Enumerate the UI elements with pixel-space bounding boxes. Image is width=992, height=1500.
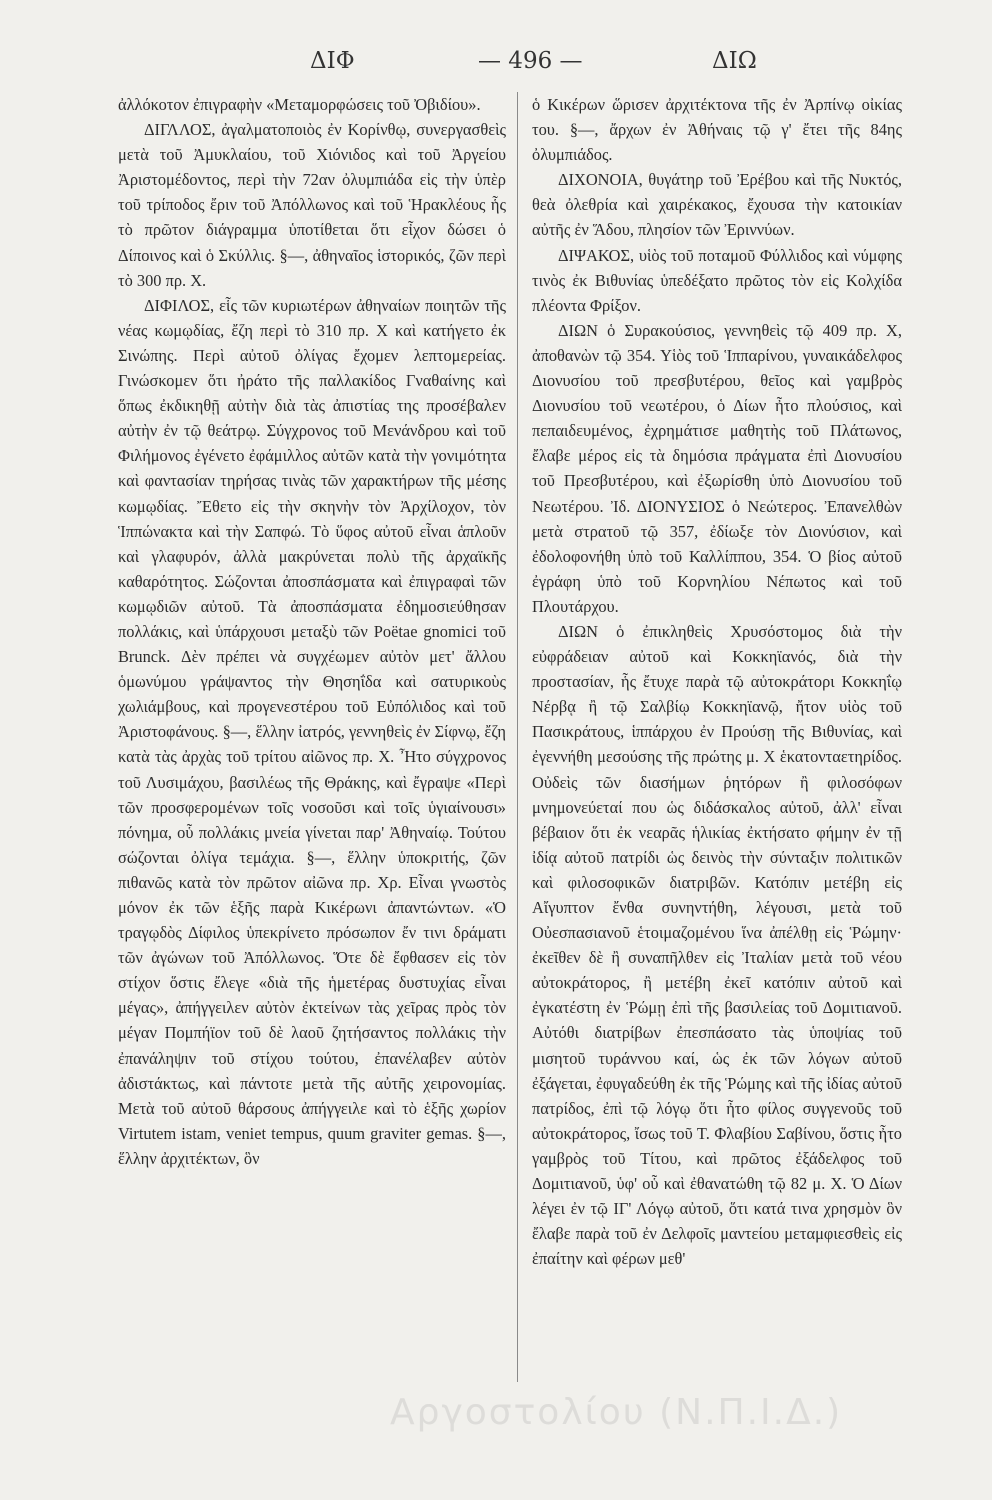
page-number: — 496 — — [478, 48, 583, 74]
page-header — [0, 48, 992, 88]
column-divider — [517, 92, 518, 1382]
paragraph: ΔΙΧΟΝΟΙΑ, θυγάτηρ τοῦ Ἐρέβου καὶ τῆς Νυκτός, θεὰ ὀλεθρία καὶ χαιρέκακος, ἔχουσα τὴν κατοικίαν αὐτῆς ἐν Ἅδου, πλησίον τῶν Ἐριννύων. — [532, 170, 902, 240]
left-column — [118, 92, 506, 1171]
paragraph: ΔΙΓΛΛΟΣ, ἀγαλματοποιὸς ἐν Κορίνθῳ, συνεργασθεὶς μετὰ τοῦ Ἀμυκλαίου, τοῦ Χιόνιδος καὶ τοῦ Ἀργείου Ἀριστομέδοντος, περὶ τὴν 72αν ὀλυμπιάδα εἰς τὴν ὑπὲρ τοῦ τρίποδος ἔριν τοῦ Ἀπόλλωνος καὶ τοῦ Ἡρακλέους ἧς τὸ πρῶτον διάγραμμα ὑποτίθεται ὅτι εἶχον δώσει ὁ Δίποινος καὶ ὁ Σκύλλις. §—, ἀθηναῖος ἱστορικός, ζῶν περὶ τὸ 300 πρ. Χ. — [118, 120, 506, 290]
paragraph: ΔΙΨΑΚΟΣ, υἱὸς τοῦ ποταμοῦ Φύλλιδος καὶ νύμφης τινὸς ἐκ Βιθυνίας ὑπεδέξατο πρῶτος τὸν εἰς Κολχίδα πλέοντα Φρίξον. — [532, 245, 902, 315]
paragraph: ΔΙΩΝ ὁ ἐπικληθεὶς Χρυσόστομος διὰ τὴν εὐφράδειαν αὐτοῦ καὶ Κοκκηϊανός, διὰ τὴν προστασίαν, ἧς ἔτυχε παρὰ τῷ αὐτοκράτορι Κοκκηΐῳ Νέρβᾳ ἢ τῷ Σαλβίῳ Κοκκηϊανῷ, ἤτον υἱὸς τοῦ Πασικράτους, ἱππάρχου ἐν Προύσῃ τῆς Βιθυνίας, καὶ ἐγεννήθη μεσούσης τῆς πρώτης μ. Χ ἑκατονταετηρίδος. Οὐδεὶς τῶν διασήμων ῥητόρων ἢ φιλοσόφων μνημονεύεταί που ὡς διδάσκαλος αὐτοῦ, ἀλλ' εἶναι βέβαιον ὅτι ἐκ νεαρᾶς ἡλικίας ἐκτήσατο φήμην ἐν τῇ ἰδίᾳ αὐτοῦ πατρίδι ὡς δεινὸς τὴν σύνταξιν πολιτικῶν καὶ φιλοσοφικῶν διατριβῶν. Κατόπιν μετέβη εἰς Αἴγυπτον ἔνθα συνηντήθη, λέγουσι, μετὰ τοῦ Οὐεσπασιανοῦ ἑτοιμαζομένου ἵνα ἀπέλθῃ εἰς Ῥώμην· ἐκεῖθεν δὲ ἢ συναπῆλθεν εἰς Ἰταλίαν μετὰ τοῦ νέου αὐτοκράτορος, ἢ μετέβη ἐκεῖ κατόπιν αὐτοῦ καὶ ἐγκατέστη ἐν Ῥώμῃ ἐπὶ τῆς βασιλείας τοῦ Δομιτιανοῦ. Αὐτόθι διατρίβων ἐπεσπάσατο τὰς ὑποψίας τοῦ μισητοῦ τυράννου καί, ὡς ἐκ τῶν λόγων αὐτοῦ ἐξάγεται, ἐφυγαδεύθη ἐκ τῆς Ῥώμης καὶ τῆς ἰδίας αὐτοῦ πατρίδος, ἐπὶ τῷ λόγῳ ὅτι ἦτο φίλος συγγενοῦς τοῦ αὐτοκράτορος, ἴσως τοῦ Τ. Φλαβίου Σαβίνου, ὅστις ἦτο γαμβρὸς τοῦ Τίτου, καὶ πρῶτος ἐξάδελφος τοῦ Δομιτιανοῦ, ὑφ' οὗ καὶ ἐθανατώθη τῷ 82 μ. Χ. Ὁ Δίων λέγει ἐν τῷ ΙΓ' Λόγῳ αὐτοῦ, ὅτι κατά τινα χρησμὸν ὃν ἔλαβε παρὰ τοῦ ἐν Δελφοῖς μαντείου μεταμφιεσθεὶς εἰς ἐπαίτην καὶ φέρων μεθ' — [532, 621, 902, 1269]
paragraph: ΔΙΦΙΛΟΣ, εἷς τῶν κυριωτέρων ἀθηναίων ποιητῶν τῆς νέας κωμῳδίας, ἔζη περὶ τὸ 310 πρ. Χ καὶ κατήγετο ἐκ Σινώπης. Περὶ αὐτοῦ ὀλίγας ἔχομεν λεπτομερείας. Γινώσκομεν ὅτι ἠράτο τῆς παλλακίδος Γναθαίνης καὶ ὅπως ἐκδικηθῇ αὐτὴν διὰ τὰς ἀπιστίας της προσέβαλεν αὐτὴν ἐν τῷ θεάτρῳ. Σύγχρονος τοῦ Μενάνδρου καὶ τοῦ Φιλήμονος ἐγένετο ἐφάμιλλος αὐτῶν κατὰ τὴν γονιμότητα καὶ φαντασίαν τηρήσας τινὰς τῶν χαρακτήρων τῆς μέσης κωμῳδίας. Ἔθετο εἰς τὴν σκηνὴν τὸν Ἀρχίλοχον, τὸν Ἱππώνακτα καὶ τὴν Σαπφώ. Τὸ ὕφος αὐτοῦ εἶναι ἁπλοῦν καὶ γλαφυρόν, ἀλλὰ μακρύνεται πολὺ τῆς ἀρχαϊκῆς καθαρότητος. Σώζονται ἀποσπάσματα καὶ ἐπιγραφαὶ τῶν κωμῳδιῶν αὐτοῦ. Τὰ ἀποσπάσματα ἐδημοσιεύθησαν πολλάκις, καὶ ὑπάρχουσι μεταξὺ τῶν Poëtae gnomici τοῦ Brunck. Δὲν πρέπει νὰ συγχέωμεν αὐτὸν μετ' ἄλλου ὁμωνύμου γράψαντος τὴν Θησηΐδα καὶ σατυρικοὺς χωλιάμβους, καὶ προγενεστέρου τοῦ Εὐπόλιδος καὶ τοῦ Ἀριστοφάνους. §—, ἕλλην ἰατρός, γεννηθεὶς ἐν Σίφνῳ, ἔζη κατὰ τὰς ἀρχὰς τοῦ τρίτου αἰῶνος πρ. Χ. Ἦτο σύγχρονος τοῦ Λυσιμάχου, βασιλέως τῆς Θράκης, καὶ ἔγραψε «Περὶ τῶν προσφερομένων τοῖς νοσοῦσι καὶ τοῖς ὑγιαίνουσι» πόνημα, οὗ πολλάκις μνεία γίνεται παρ' Ἀθηναίῳ. Τούτου σώζονται ὀλίγα τεμάχια. §—, ἕλλην ὑποκριτής, ζῶν πιθανῶς κατὰ τὸν πρῶτον αἰῶνα πρ. Χρ. Εἶναι γνωστὸς μόνον ἐκ τῶν ἑξῆς παρὰ Κικέρωνι ἀπαντώντων. «Ὁ τραγῳδὸς Δίφιλος ὑπεκρίνετο πρόσωπον ἔν τινι δράματι τῶν ἀγώνων τοῦ Ἀπόλλωνος. Ὅτε δὲ ἔφθασεν εἰς τὸν στίχον ὅστις ἔλεγε «διὰ τῆς ἡμετέρας δυστυχίας εἶναι μέγας», ἀπήγγειλεν αὐτὸν ἐκτείνων τὰς χεῖρας πρὸς τὸν μέγαν Πομπήϊον τοῦ δὲ λαοῦ ζητήσαντος πολλάκις τὴν ἐπανάληψιν τοῦ στίχου τούτου, ἐπανέλαβεν αὐτὸν ἀδιστάκτως, καὶ πάντοτε μετὰ τῆς αὐτῆς χειρονομίας. Μετὰ τοῦ αὐτοῦ θάρσους ἀπήγγειλε καὶ τὸ ἑξῆς χωρίον Virtutem istam, veniet tempus, quum graviter gemas. §—, ἕλλην ἀρχιτέκτων, ὃν — [118, 295, 506, 1168]
header-right-entry: ΔΙΩ — [712, 48, 757, 74]
header-left-entry: ΔΙΦ — [310, 48, 355, 74]
paragraph: ΔΙΩΝ ὁ Συρακούσιος, γεννηθεὶς τῷ 409 πρ. Χ, ἀποθανὼν τῷ 354. Υἱὸς τοῦ Ἱππαρίνου, γυναικάδελφος Διονυσίου τοῦ πρεσβυτέρου, θεῖος καὶ γαμβρὸς Διονυσίου τοῦ νεωτέρου, ὁ Δίων ἦτο πλούσιος, καὶ πεπαιδευμένος, ἐχρημάτισε μαθητὴς τοῦ Πλάτωνος, ἔλαβε μέρος εἰς τὰ δημόσια πράγματα ἐπὶ Διονυσίου τοῦ Πρεσβυτέρου, καὶ ἐξωρίσθη ὑπὸ Διονυσίου τοῦ Νεωτέρου. Ἰδ. ΔΙΟΝΥΣΙΟΣ ὁ Νεώτερος. Ἐπανελθὼν μετὰ στρατοῦ τῷ 357, ἐδίωξε τὸν Διονύσιον, καὶ ἐδολοφονήθη ὑπὸ τοῦ Καλλίππου, 354. Ὁ βίος αὐτοῦ ἐγράφη ὑπὸ τοῦ Κορνηλίου Νέπωτος καὶ τοῦ Πλουτάρχου. — [532, 320, 902, 616]
paragraph: ἀλλόκοτον ἐπιγραφὴν «Μεταμορφώσεις τοῦ Ὀβιδίου». — [118, 95, 481, 114]
library-watermark: Αργοστολίου (Ν.Π.Ι.Δ.) — [390, 1392, 843, 1433]
right-column — [532, 92, 902, 1271]
paragraph: ὁ Κικέρων ὥρισεν ἀρχιτέκτονα τῆς ἐν Ἀρπίνῳ οἰκίας του. §—, ἄρχων ἐν Ἀθήναις τῷ γ' ἔτει τῆς 84ης ὀλυμπιάδος. — [532, 95, 902, 165]
